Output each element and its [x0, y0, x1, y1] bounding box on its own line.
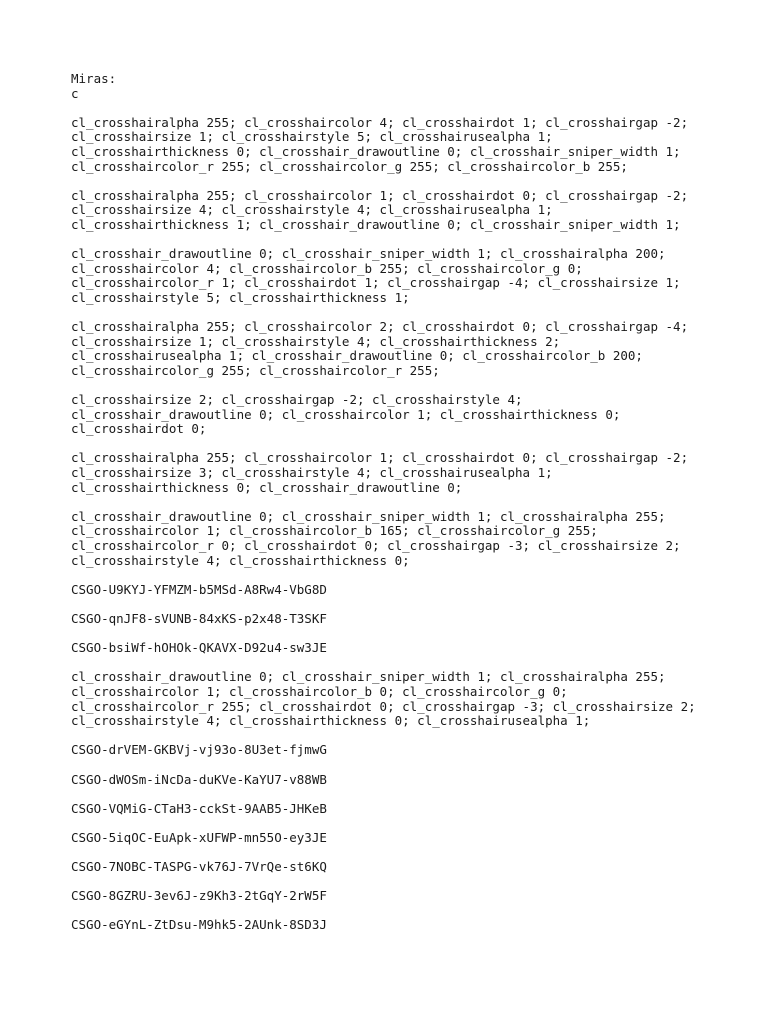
text-block [71, 773, 751, 788]
text-line: cl_crosshair_drawoutline 0; cl_crosshaircolor 1; cl_crosshairthickness 0; [71, 406, 621, 422]
text-line: cl_crosshairsize 4; cl_crosshairstyle 4; cl_crosshairusealpha 1; [71, 202, 553, 218]
text-line: cl_crosshaircolor_r 1; cl_crosshairdot 1; cl_crosshairgap -4; cl_crosshairsize 1; [71, 275, 681, 291]
text-line: cl_crosshairsize 1; cl_crosshairstyle 5; cl_crosshairusealpha 1; [71, 129, 553, 145]
text-line: CSGO-8GZRU-3ev6J-z9Kh3-2tGqY-2rW5F [71, 888, 327, 904]
text-line: cl_crosshairdot 0; [71, 421, 207, 437]
text-line: cl_crosshairstyle 4; cl_crosshairthickness 0; cl_crosshairusealpha 1; [71, 713, 591, 729]
text-block [71, 247, 751, 305]
text-line: cl_crosshaircolor_r 0; cl_crosshairdot 0; cl_crosshairgap -3; cl_crosshairsize 2; [71, 538, 681, 553]
text-line: cl_crosshairsize 1; cl_crosshairstyle 4; cl_crosshairthickness 2; [71, 333, 561, 349]
text-block [71, 860, 751, 875]
document-page [71, 72, 751, 933]
text-line: cl_crosshaircolor_r 255; cl_crosshairdot 0; cl_crosshairgap -3; cl_crosshairsize 2; [71, 698, 696, 714]
text-line: cl_crosshairalpha 255; cl_crosshaircolor 1; cl_crosshairdot 0; cl_crosshairgap -2; [71, 187, 689, 203]
text-line: cl_crosshairsize 2; cl_crosshairgap -2; cl_crosshairstyle 4; [71, 392, 523, 408]
text-line: cl_crosshairstyle 4; cl_crosshairthickness 0; [71, 552, 410, 568]
text-line: cl_crosshaircolor 1; cl_crosshaircolor_b 0; cl_crosshaircolor_g 0; [71, 683, 568, 699]
text-line: cl_crosshaircolor_g 255; cl_crosshaircolor_r 255; [71, 362, 440, 378]
text-block [71, 189, 751, 233]
text-line: cl_crosshairthickness 0; cl_crosshair_drawoutline 0; cl_crosshair_sniper_width 1; [71, 143, 681, 159]
text-block [71, 831, 751, 846]
text-block [71, 72, 751, 101]
text-block [71, 670, 751, 728]
text-line: CSGO-eGYnL-ZtDsu-M9hk5-2AUnk-8SD3J [71, 917, 327, 933]
text-line: cl_crosshair_drawoutline 0; cl_crosshair_sniper_width 1; cl_crosshairalpha 255; [71, 669, 666, 685]
text-block [71, 802, 751, 817]
text-block [71, 510, 751, 568]
text-line: CSGO-5iqOC-EuApk-xUFWP-mn55O-ey3JE [71, 829, 327, 845]
text-line: cl_crosshaircolor 1; cl_crosshaircolor_b 165; cl_crosshaircolor_g 255; [71, 523, 598, 539]
text-line: cl_crosshairstyle 5; cl_crosshairthickness 1; [71, 289, 410, 305]
text-line: c [71, 85, 79, 101]
text-block [71, 393, 751, 437]
text-line: cl_crosshairthickness 0; cl_crosshair_drawoutline 0; [71, 479, 463, 495]
text-line: CSGO-U9KYJ-YFMZM-b5MSd-A8Rw4-VbG8D [71, 581, 327, 597]
text-line: cl_crosshaircolor_r 255; cl_crosshaircolor_g 255; cl_crosshaircolor_b 255; [71, 158, 628, 174]
text-block [71, 116, 751, 174]
text-line: Miras: [71, 71, 117, 86]
text-line: CSGO-bsiWf-hOHOk-QKAVX-D92u4-sw3JE [71, 640, 327, 656]
text-line: CSGO-qnJF8-sVUNB-84xKS-p2x48-T3SKF [71, 610, 327, 626]
text-block [71, 918, 751, 933]
text-block [71, 612, 751, 627]
text-line: cl_crosshaircolor 4; cl_crosshaircolor_b 255; cl_crosshaircolor_g 0; [71, 260, 583, 276]
text-line: cl_crosshairalpha 255; cl_crosshaircolor 2; cl_crosshairdot 0; cl_crosshairgap -4; [71, 319, 689, 335]
text-line: cl_crosshairalpha 255; cl_crosshaircolor 1; cl_crosshairdot 0; cl_crosshairgap -2; [71, 450, 689, 466]
text-line: cl_crosshair_drawoutline 0; cl_crosshair_sniper_width 1; cl_crosshairalpha 200; [71, 246, 666, 262]
text-line: CSGO-7NOBC-TASPG-vk76J-7VrQe-st6KQ [71, 859, 327, 875]
text-block [71, 451, 751, 495]
text-block [71, 320, 751, 378]
text-block [71, 583, 751, 598]
text-line: cl_crosshairusealpha 1; cl_crosshair_drawoutline 0; cl_crosshaircolor_b 200; [71, 348, 643, 364]
text-line: cl_crosshairthickness 1; cl_crosshair_drawoutline 0; cl_crosshair_sniper_width 1; [71, 216, 681, 232]
text-line: cl_crosshairalpha 255; cl_crosshaircolor 4; cl_crosshairdot 1; cl_crosshairgap -2; [71, 114, 689, 130]
text-block [71, 889, 751, 904]
text-block [71, 641, 751, 656]
text-line: CSGO-VQMiG-CTaH3-cckSt-9AAB5-JHKeB [71, 800, 327, 816]
text-block [71, 743, 751, 758]
text-line: cl_crosshair_drawoutline 0; cl_crosshair_sniper_width 1; cl_crosshairalpha 255; [71, 508, 666, 524]
text-line: CSGO-drVEM-GKBVj-vj93o-8U3et-fjmwG [71, 742, 327, 758]
text-line: cl_crosshairsize 3; cl_crosshairstyle 4; cl_crosshairusealpha 1; [71, 465, 553, 481]
text-line: CSGO-dWOSm-iNcDa-duKVe-KaYU7-v88WB [71, 771, 327, 787]
